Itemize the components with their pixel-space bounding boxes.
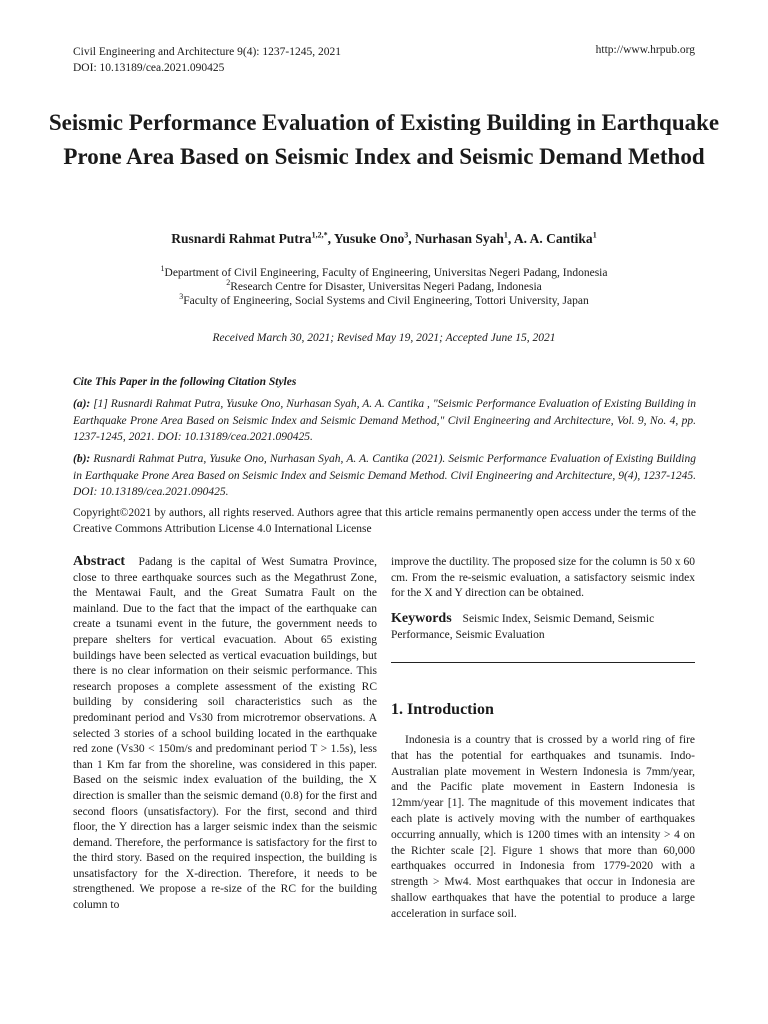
keywords [391,611,695,643]
running-header [73,44,341,76]
citation-style-b [73,451,696,501]
paper-title: Seismic Performance Evaluation of Existing Building in Earthquake Prone Area Based on Seismic Index and Seismic Demand Method [48,110,720,169]
journal-citation: Civil Engineering and Architecture 9(4): 1237-1245, 2021 [73,46,341,58]
citation-text: Rusnardi Rahmat Putra, Yusuke Ono, Nurhasan Syah, A. A. Cantika (2021). Seismic Performance Evaluation of Existing Building in Earthquake Prone Area Based on Seismic Index and Seismic Demand Method. Civil Engineering and Architecture, 9(4), 1237-1245. DOI: 10.13189/cea.2021.090425. [73,453,696,498]
author-name: A. A. Cantika [513,231,593,246]
author-affiliation-mark: 1 [592,230,597,240]
author-name: Yusuke Ono [333,231,405,246]
journal-url[interactable]: http://www.hrpub.org [595,44,695,56]
received-dates: Received March 30, 2021; Revised May 19, 2021; Accepted June 15, 2021 [212,332,556,344]
affiliation-line: $^3$Faculty of Engineering, Social Systems and Civil Engineering, Tottori University, Japan [179,292,589,307]
author-name: Nurhasan Syah [414,231,504,246]
doi: DOI: 10.13189/cea.2021.090425 [73,62,225,74]
citation-style-a [73,396,696,446]
abstract-label: Abstract [73,554,126,569]
abstract [73,554,377,914]
author-affiliation-mark: 3 [404,230,409,240]
affiliation-line: $^1$Department of Civil Engineering, Faculty of Engineering, Universitas Negeri Padang, Indonesia [160,264,608,279]
section-divider [391,662,695,663]
author-name: Rusnardi Rahmat Putra [171,231,312,246]
citation-heading: Cite This Paper in the following Citation Styles [73,376,297,388]
affiliation-line: $^2$Research Centre for Disaster, Universitas Negeri Padang, Indonesia [226,278,542,293]
abstract-text: Padang is the capital of West Sumatra Province, close to three earthquake sources such as the Megathrust Zone, the Mentawai Fault, and the Great Sumatra Fault on the mainland. Due to the fact that the impact of the earthquake can create a tsunami event in the future, the government needs to prepare shelters for vertical evacuation. About 65 existing buildings have been selected as vertical evacuation buildings, but there is no clear information on their seismic performance. This research proposes a complete assessment of the existing RC building by considering soil characteristics such as the predominant period and Vs30 from microtremor observations. A selected 3 stories of a school building located in the earthquake red zone (Vs30 < 150m/s and predominant period T > 1.5s), less than 1 Km far from the shoreline, was considered in this paper. Based on the seismic index evaluation of the building, the X direction is smaller than the seismic demand (0.8) for the first and second floors (unsatisfactory). For the first, second and third floor, the Y direction has a larger seismic index than the seismic demand. Therefore, the performance is satisfactory for the first to the third story. Based on the required inspection, the building is unsatisfactory for the X-direction. Therefore, it needs to be strengthened. We propose a re-size of the RC for the building column to [73,556,377,912]
affiliations [40,266,728,308]
introduction-text: Indonesia is a country that is crossed by a world ring of fire that has the potential for earthquakes and tsunamis. Indo-Australian plate movement in Western Indonesia is 7mm/year, and the Pacific plate movement in Eastern Indonesia is 12mm/year [1]. The magnitude of this movement indicates that each plate is actively moving with the number of earthquakes occurring annually, which is 1200 times with an intensity > 4 on the Richter scale [2]. Figure 1 shows that more than 60,000 earthquakes occurred in Indonesia from 1779-2020 with a strength > Mw4. Most earthquakes that occur in Indonesia are shallow earthquakes that have the potential to produce a large acceleration in surface soil. [391,734,695,920]
section-heading-introduction: 1. Introduction [391,701,494,718]
keywords-text: Seismic Index, Seismic Demand, Seismic Performance, Seismic Evaluation [391,613,655,641]
citation-label: (b): [73,453,91,465]
citation-label: (a): [73,398,91,410]
copyright-notice: Copyright©2021 by authors, all rights reserved. Authors agree that this article remains permanently open access under the terms of the Creative Commons Attribution License 4.0 International License [73,507,696,535]
author-list: Rusnardi Rahmat Putra$^{1,2,*}$, Yusuke Ono$^3$, Nurhasan Syah$^1$, A. A. Cantika$^1$ [171,230,597,246]
keywords-label: Keywords [391,611,452,626]
citation-text: [1] Rusnardi Rahmat Putra, Yusuke Ono, Nurhasan Syah, A. A. Cantika , "Seismic Performance Evaluation of Existing Building in Earthquake Prone Area Based on Seismic Index and Seismic Demand Method," Civil Engineering and Architecture, Vol. 9, No. 4, pp. 1237-1245, 2021. DOI: 10.13189/cea.2021.090425. [73,398,697,443]
author-affiliation-mark: 1 [503,230,508,240]
author-affiliation-mark: 1,2,* [311,230,328,240]
abstract-continued: improve the ductility. The proposed size for the column is 50 x 60 cm. From the re-seismic evaluation, a satisfactory seismic index for the X and Y direction can be obtained. [391,556,695,600]
